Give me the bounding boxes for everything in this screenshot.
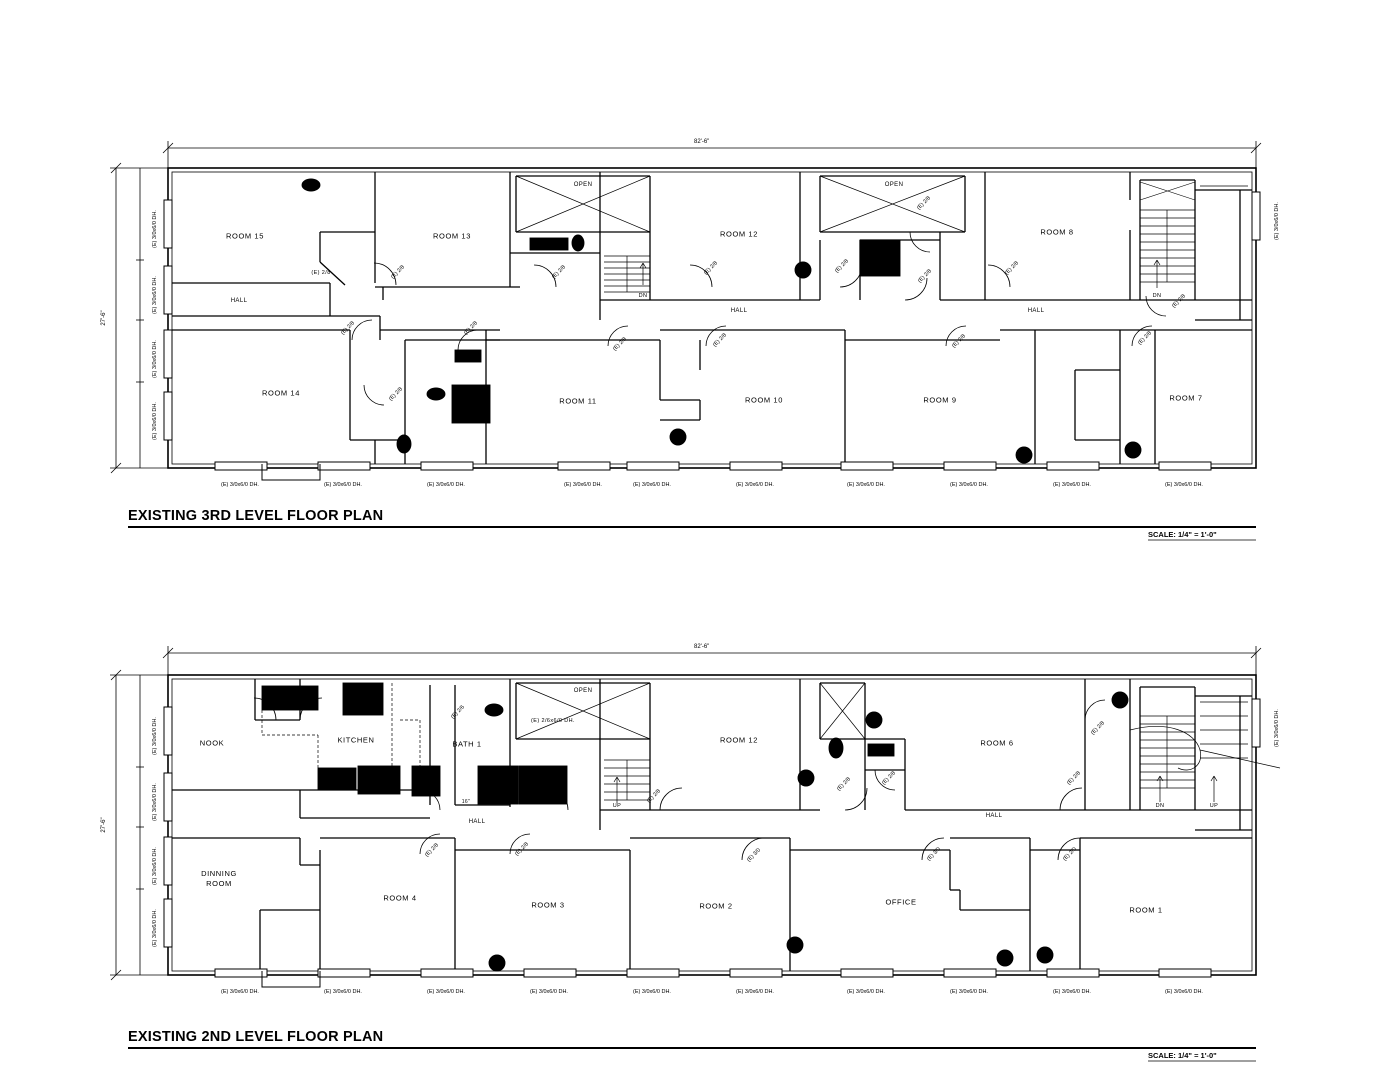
window-tag: (E) 3/0x6/0 DH. <box>633 482 671 488</box>
open-well-label: OPEN <box>573 688 593 694</box>
stair-direction-label: DN <box>1152 293 1162 299</box>
open-well-label: OPEN <box>884 182 904 188</box>
window-tag: (E) 3/0x6/0 DH. <box>1274 709 1280 747</box>
room-label: ROOM 10 <box>745 395 783 405</box>
overall-depth-dim-2nd: 27'-6" <box>101 817 107 833</box>
room-label: ROOM 11 <box>559 396 597 406</box>
room-label: NOOK <box>199 738 225 748</box>
window-tag: (E) 3/0x6/0 DH. <box>847 482 885 488</box>
door-tag: (E) 2/8 <box>311 270 331 276</box>
room-label: BATH 1 <box>452 739 482 749</box>
overall-width-dim-2nd: 82'-6" <box>694 644 710 650</box>
room-label: ROOM 12 <box>720 229 758 239</box>
door-tag: (E) 2/8 <box>388 386 404 403</box>
door-tag: (E) 3/0 <box>746 847 762 864</box>
overall-width-dim-3rd: 82'-6" <box>694 139 710 145</box>
stair-direction-label: UP <box>612 803 622 809</box>
plan-title-3rd: EXISTING 3RD LEVEL FLOOR PLAN <box>128 508 384 524</box>
room-label-line1: DINNING <box>201 869 237 878</box>
window-tag: (E) 3/0x6/0 DH. <box>633 989 671 995</box>
dishwasher-label: D/W <box>332 775 344 781</box>
door-tag: (E) 2/8 <box>463 320 479 337</box>
room-label: ROOM 6 <box>980 738 1014 748</box>
door-tag: (E) 2/8 <box>551 264 567 281</box>
window-tag: (E) 3/0x6/0 DH. <box>950 482 988 488</box>
window-tag: (E) 3/0x6/0 DH. <box>221 989 259 995</box>
door-tag: (E) 2/8 <box>424 842 440 859</box>
window-tag: (E) 3/0x6/0 DH. <box>1053 989 1091 995</box>
dimension-note: 16" <box>461 799 471 805</box>
scale-note-3rd: SCALE: 1/4" = 1'-0" <box>1148 530 1217 539</box>
hall-label: HALL <box>230 298 248 304</box>
door-tag: (E) 2/8 <box>1171 293 1187 310</box>
room-label: OFFICE <box>885 897 917 907</box>
hall-label: HALL <box>1027 308 1045 314</box>
window-tag: (E) 3/0x6/0 DH. <box>152 847 158 885</box>
room-label: ROOM 14 <box>262 388 300 398</box>
door-tag: (E) 2/8 <box>703 260 719 277</box>
open-well-label: OPEN <box>573 182 593 188</box>
room-label: ROOM 7 <box>1169 393 1203 403</box>
door-tag: (E) 2/8 <box>514 841 530 858</box>
window-tag: (E) 3/0x6/0 DH. <box>152 783 158 821</box>
door-tag: (E) 2/8 <box>1137 330 1153 347</box>
window-tag: (E) 3/0x6/0 DH. <box>1274 202 1280 240</box>
stair-direction-label: DN <box>638 293 648 299</box>
room-label-line2: ROOM <box>206 879 232 888</box>
window-tag: (E) 3/0x6/0 DH. <box>152 210 158 248</box>
room-label: ROOM 13 <box>433 231 471 241</box>
hall-label: HALL <box>730 308 748 314</box>
window-tag: (E) 2/6x6/0 DH. <box>531 718 575 724</box>
door-tag: (E) 2/8 <box>917 268 933 285</box>
room-label: ROOM 2 <box>699 901 733 911</box>
hall-label: HALL <box>985 813 1003 819</box>
window-tag: (E) 3/0x6/0 DH. <box>736 482 774 488</box>
window-tag: (E) 3/0x6/0 DH. <box>427 989 465 995</box>
window-tag: (E) 3/0x6/0 DH. <box>152 340 158 378</box>
scale-note-2nd: SCALE: 1/4" = 1'-0" <box>1148 1051 1217 1060</box>
window-tag: (E) 3/0x6/0 DH. <box>152 402 158 440</box>
window-tag: (E) 3/0x6/0 DH. <box>221 482 259 488</box>
stair-direction-label: DN <box>1155 803 1165 809</box>
window-tag: (E) 3/0x6/0 DH. <box>427 482 465 488</box>
window-tag: (E) 3/0x6/0 DH. <box>1165 482 1203 488</box>
door-tag: (E) 3/0 <box>926 846 942 863</box>
door-tag: (E) 2/8 <box>340 320 356 337</box>
window-tag: (E) 3/0x6/0 DH. <box>324 989 362 995</box>
window-tag: (E) 3/0x6/0 DH. <box>847 989 885 995</box>
window-tag: (E) 3/0x6/0 DH. <box>530 989 568 995</box>
room-label: ROOM 8 <box>1040 227 1074 237</box>
door-tag: (E) 2/8 <box>881 770 897 787</box>
room-label: ROOM 9 <box>923 395 957 405</box>
door-tag: (E) 2/8 <box>916 195 932 212</box>
room-label: ROOM 1 <box>1129 905 1163 915</box>
room-label: ROOM 12 <box>720 735 758 745</box>
room-label <box>201 869 237 889</box>
window-tag: (E) 3/0x6/0 DH. <box>324 482 362 488</box>
room-label: ROOM 3 <box>531 900 565 910</box>
door-tag: (E) 2/8 <box>834 258 850 275</box>
second-level-labels <box>0 520 1384 1080</box>
window-tag: (E) 3/0x6/0 DH. <box>1053 482 1091 488</box>
door-tag: (E) 2/0 <box>1062 846 1078 863</box>
stair-direction-label: UP <box>1209 803 1219 809</box>
plan-title-2nd: EXISTING 2ND LEVEL FLOOR PLAN <box>128 1029 384 1045</box>
door-tag: (E) 2/8 <box>1066 770 1082 787</box>
overall-depth-dim-3rd: 27'-6" <box>101 310 107 326</box>
window-tag: (E) 3/0x6/0 DH. <box>736 989 774 995</box>
door-tag: (E) 2/8 <box>646 788 662 805</box>
door-tag: (E) 2/8 <box>390 264 406 281</box>
door-tag: (E) 2/8 <box>836 776 852 793</box>
door-tag: (E) 2/8 <box>1090 720 1106 737</box>
door-tag: (E) 2/8 <box>951 333 967 350</box>
hall-label: HALL <box>468 819 486 825</box>
door-tag: (E) 2/6 <box>450 704 466 721</box>
window-tag: (E) 3/0x6/0 DH. <box>564 482 602 488</box>
window-tag: (E) 3/0x6/0 DH. <box>152 717 158 755</box>
door-tag: (E) 2/8 <box>612 336 628 353</box>
window-tag: (E) 3/0x6/0 DH. <box>152 909 158 947</box>
door-tag: (E) 2/8 <box>1004 260 1020 277</box>
window-tag: (E) 3/0x6/0 DH. <box>152 276 158 314</box>
window-tag: (E) 3/0x6/0 DH. <box>950 989 988 995</box>
room-label: KITCHEN <box>337 735 375 745</box>
room-label: ROOM 4 <box>383 893 417 903</box>
door-tag: (E) 2/8 <box>712 332 728 349</box>
window-tag: (E) 3/0x6/0 DH. <box>1165 989 1203 995</box>
room-label: ROOM 15 <box>226 231 264 241</box>
